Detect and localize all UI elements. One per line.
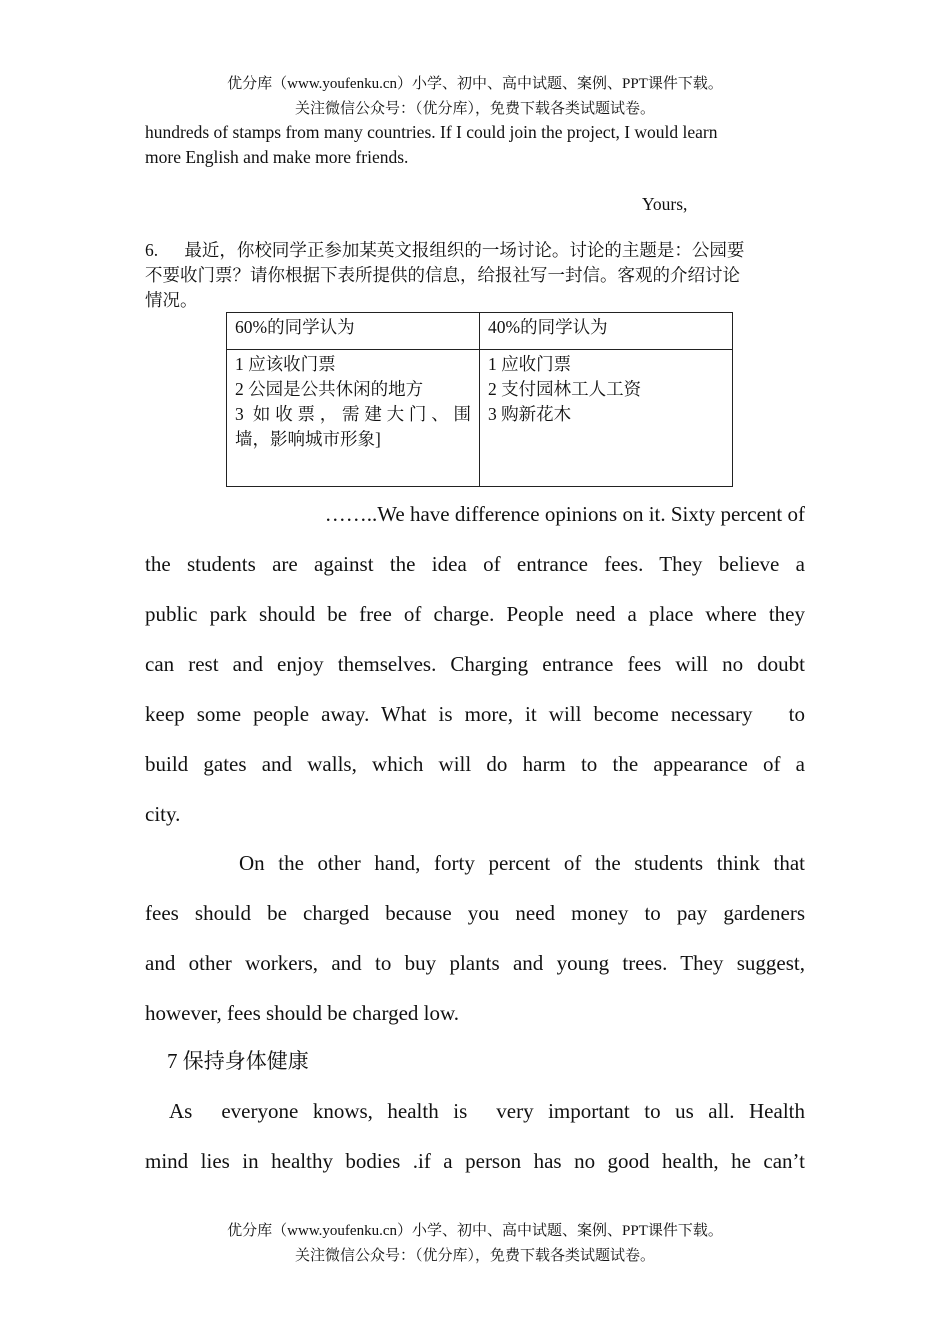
opinion-60-item-1: 1 应该收门票 <box>235 354 336 374</box>
page-footer-line-1: 优分库（www.youfenku.cn）小学、初中、高中试题、案例、PPT课件下载。 <box>227 1223 723 1239</box>
page-header-line-2: 关注微信公众号：（优分库），免费下载各类试题试卷。 <box>294 101 655 117</box>
opinion-60-item-3: 3 如收票，需建大门、围 <box>235 404 471 424</box>
opinion-table-header-60: 60%的同学认为 <box>227 313 480 350</box>
answer-p1-line-1: ……..We have difference opinions on it. Sixty percent of <box>324 502 805 526</box>
letter-closing: Yours, <box>642 194 688 214</box>
question6-prompt-line-1: 6. 最近，你校同学正参加某英文报组织的一场讨论。讨论的主题是：公园要 <box>145 240 745 260</box>
opinion-40-item-2: 2 支付园林工人工资 <box>488 379 642 399</box>
answer-p1-line-2: the students are against the idea of entrance fees. They believe a <box>145 552 805 576</box>
section7-line-2: mind lies in healthy bodies .if a person has no good health, he can’t <box>145 1149 805 1173</box>
question6-prompt-line-3: 情况。 <box>145 290 198 310</box>
letter-end-line-2: more English and make more friends. <box>145 147 409 167</box>
answer-p1-line-4: can rest and enjoy themselves. Charging entrance fees will no doubt <box>145 652 805 676</box>
answer-p1-line-3: public park should be free of charge. People need a place where they <box>145 602 805 626</box>
answer-p2-line-3: and other workers, and to buy plants and young trees. They suggest, <box>145 951 805 975</box>
opinion-60-item-4: 墙，影响城市形象] <box>235 429 381 449</box>
opinion-table-header-40: 40%的同学认为 <box>480 313 733 350</box>
section7-line-1: As everyone knows, health is very important to us all. Health <box>169 1099 805 1123</box>
answer-p2-line-4: however, fees should be charged low. <box>145 1001 460 1025</box>
answer-p2-line-2: fees should be charged because you need money to pay gardeners <box>145 901 805 925</box>
opinion-table <box>226 312 733 487</box>
answer-p1-line-5: keep some people away. What is more, it will become necessary to <box>145 702 805 726</box>
section7-title: 7 保持身体健康 <box>167 1049 309 1073</box>
opinion-40-item-3: 3 购新花木 <box>488 404 572 424</box>
question6-prompt-line-2: 不要收门票？请你根据下表所提供的信息，给报社写一封信。客观的介绍讨论 <box>145 265 740 285</box>
answer-p1-line-7: city. <box>145 802 181 826</box>
section7 <box>145 1036 805 1186</box>
answer-p2-line-1: On the other hand, forty percent of the students think that <box>239 851 805 875</box>
opinion-40-item-1: 1 应收门票 <box>488 354 572 374</box>
page-footer-line-2: 关注微信公众号：（优分库），免费下载各类试题试卷。 <box>294 1248 655 1264</box>
page-header-line-1: 优分库（www.youfenku.cn）小学、初中、高中试题、案例、PPT课件下载。 <box>227 76 723 92</box>
opinion-table-cell-60 <box>227 350 480 487</box>
opinion-table-cell-40 <box>480 350 733 487</box>
opinion-60-item-2: 2 公园是公共休闲的地方 <box>235 379 424 399</box>
answer-p1-line-6: build gates and walls, which will do harm to the appearance of a <box>145 752 805 776</box>
letter-end-line-1: hundreds of stamps from many countries. If I could join the project, I would learn <box>145 122 718 142</box>
answer-paragraph-2 <box>145 838 805 1038</box>
opinion-table-body-row <box>227 350 733 487</box>
opinion-table-header-row <box>227 313 733 350</box>
answer-paragraph-1 <box>145 489 805 839</box>
